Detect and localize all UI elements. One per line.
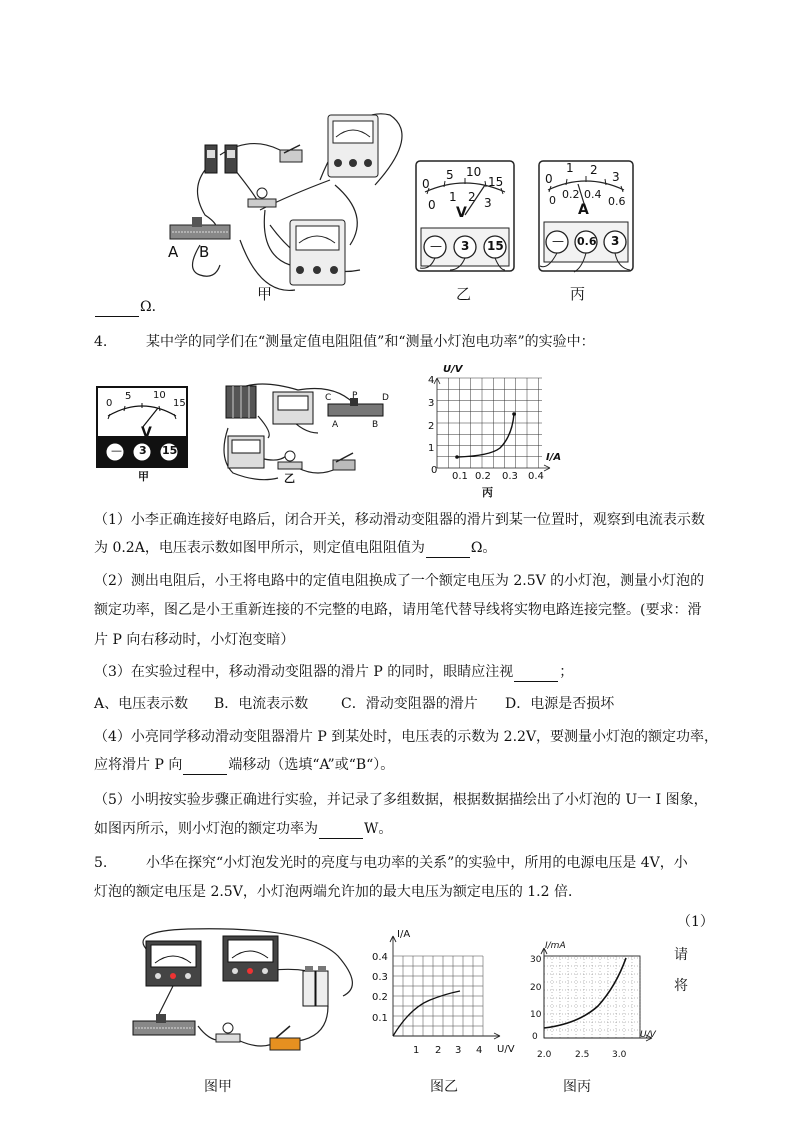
q4-p3-end: ； [559,664,574,680]
q5-graph-yi-ylabel: I/A [397,929,411,940]
q4-rheostat-c: C [325,393,332,403]
answer-blank[interactable] [183,760,227,775]
q5-graph-bing-xtick-25: 2.5 [575,1050,590,1060]
q3-figure-label-bing: 丙 [570,285,586,303]
answer-blank[interactable] [426,543,470,558]
meter-yi-bottom-0: 0 [428,198,436,212]
meter-yi-bottom-1: 1 [449,190,457,204]
meter-yi-unit: V [456,205,467,221]
q4-stem: 某中学的同学们在“测量定值电阻阻值”和“测量小灯泡电功率”的实验中： [146,334,595,350]
q4-p1-line-2 [94,538,714,558]
q4-graph-ylabel: U/V [443,364,463,375]
q4-p1-line-1: （1）小李正确连接好电路后，闭合开关，移动滑动变阻器的滑片到某一位置时，观察到电流表示数 [94,512,705,528]
meter-yi-top-0: 0 [422,177,430,191]
q3-label-a: A [168,243,179,261]
q3-label-b: B [199,243,210,261]
q5-graph-bing-xtick-30: 3.0 [612,1050,627,1060]
q4-graph-xlabel: I/A [546,452,562,463]
meter-bing-top-1: 1 [566,161,574,175]
q4-graph-origin: 0 [431,465,438,476]
meter-bing-top-0: 0 [545,172,553,186]
q4-fig-jia-label: 甲 [138,470,149,483]
q4-p4-end: 端移动（选填“A”或“B“）。 [228,757,395,773]
q4-option-c: C．滑动变阻器的滑片 [341,696,478,712]
q4-option-d: D．电源是否损坏 [505,696,615,712]
q4-meter-jia-scale-0: 0 [106,398,113,409]
q4-meter-jia-terminal-neg: — [111,444,122,457]
q4-p2-line-2: 额定功率，图乙是小王重新连接的不完整的电路，请用笔代替导线将实物电路连接完整。(要求：滑 [94,602,702,618]
q3-circuit-figure [160,95,420,305]
q4-graph-xtick-04: 0.4 [528,471,544,482]
q4-p4-line-2 [94,755,714,775]
meter-yi-top-3: 15 [488,175,504,189]
q5-graph-yi-xlabel: U/V [497,1044,515,1055]
meter-yi-terminal-3: 3 [461,239,470,253]
meter-yi-top-1: 5 [446,168,454,182]
q5-graph-yi-ytick-03: 0.3 [372,972,388,983]
q5-graph-yi [370,928,520,1058]
answer-blank[interactable] [319,824,363,839]
q4-option-b: B．电流表示数 [214,696,309,712]
q5-caption-bing: 图丙 [563,1079,591,1095]
q4-fig-bing-label: 丙 [482,486,493,499]
meter-bing-unit: A [578,202,589,218]
q4-rheostat-p: P [352,391,358,401]
q5-circuit-jia [128,926,364,1056]
q4-p1-text: 为 0.2A，电压表示数如图甲所示，则定值电阻阻值为 [94,540,425,556]
q4-rheostat-d: D [382,393,389,403]
meter-bing-bottom-2: 0.4 [584,188,602,201]
q4-p2-line-1: （2）测出电阻后，小王将电路中的定值电阻换成了一个额定电压为 2.5V 的小灯泡，测量小灯泡的 [94,573,705,589]
q5-graph-bing [528,944,658,1054]
q5-stem-line-1: 小华在探究“小灯泡发光时的亮度与电功率的关系”的实验中，所用的电源电压是 4V，小 [146,855,688,871]
meter-yi-terminal-15: 15 [487,239,504,253]
q5-graph-yi-xtick-3: 3 [455,1045,462,1056]
meter-bing-terminal-3: 3 [611,234,620,248]
q4-p5-line-1: （5）小明按实验步骤正确进行实验，并记录了多组数据，根据数据描绘出了小灯泡的 U一 I 图象， [94,792,708,808]
q4-graph-ytick-3: 3 [428,398,435,409]
q4-p5-unit: W。 [364,821,393,837]
meter-yi-bottom-2: 2 [468,190,476,204]
answer-blank[interactable] [95,302,139,317]
q3-figure-label-yi: 乙 [456,285,472,303]
q4-p3-line [94,662,714,682]
q5-graph-yi-xtick-2: 2 [435,1045,442,1056]
meter-bing-bottom-1: 0.2 [562,188,580,201]
q4-meter-jia-scale-15: 15 [173,398,186,409]
q4-graph-xtick-01: 0.1 [452,471,468,482]
q5-side-char-2: 将 [674,978,688,994]
meter-yi-top-2: 10 [466,165,482,179]
meter-yi-terminal-neg: — [430,239,442,253]
q4-circuit-yi [218,378,398,486]
q4-p4-line-1: （4）小亮同学移动滑动变阻器滑片 P 到某处时，电压表的示数为 2.2V，要测量小灯泡的额定功率， [94,729,719,745]
q4-graph-bing [420,368,570,480]
q4-graph-ytick-2: 2 [428,421,435,432]
q5-stem-line-2: 灯泡的额定电压是 2.5V，小灯泡两端允许加的最大电压为额定电压的 1.2 倍． [94,884,582,900]
q5-graph-yi-xtick-4: 4 [476,1045,483,1056]
q5-graph-bing-ytick-30: 30 [530,955,542,965]
q5-graph-bing-ytick-0: 0 [532,1032,538,1042]
q5-graph-bing-ytick-10: 10 [530,1010,542,1020]
q4-graph-xtick-03: 0.3 [502,471,518,482]
q4-graph-ytick-4: 4 [428,375,435,386]
q5-subq-number: （1） [677,914,714,930]
q4-number: 4. [94,334,108,350]
q5-graph-yi-ytick-04: 0.4 [372,952,388,963]
q4-option-a: A、电压表示数 [94,696,189,712]
q5-number: 5. [94,855,108,871]
meter-bing-bottom-0: 0 [549,194,556,207]
meter-bing-terminal-neg: — [552,234,564,248]
q5-graph-yi-ytick-01: 0.1 [372,1013,388,1024]
q5-graph-yi-ytick-02: 0.2 [372,992,388,1003]
q4-meter-jia-scale-5: 5 [125,391,132,402]
q5-graph-yi-xtick-1: 1 [413,1045,420,1056]
q5-side-char-1: 请 [674,947,688,963]
q4-p5-text: 如图丙所示，则小灯泡的额定功率为 [94,821,318,837]
q4-meter-jia-scale-10: 10 [153,390,166,401]
meter-bing-terminal-06: 0.6 [577,235,597,248]
q5-graph-bing-ylabel: I/mA [545,941,566,951]
q4-p4-text: 应将滑片 P 向 [94,757,183,773]
q5-graph-bing-xlabel: U/V [640,1030,656,1040]
answer-blank[interactable] [514,667,558,682]
q4-fig-yi-label: 乙 [284,472,295,485]
q4-graph-xtick-02: 0.2 [475,471,491,482]
q5-graph-bing-ytick-20: 20 [530,983,542,993]
q4-p3-text: （3）在实验过程中，移动滑动变阻器的滑片 P 的同时，眼睛应注视 [94,664,514,680]
meter-bing-top-2: 2 [590,163,598,177]
q4-meter-jia-terminal-15: 15 [162,444,178,457]
q4-meter-jia-unit: V [141,425,152,441]
q3-answer-line [94,297,714,317]
q4-rheostat-a: A [332,420,339,430]
meter-yi-bottom-3: 3 [484,196,492,210]
q4-meter-jia-terminal-3: 3 [139,444,147,457]
q5-graph-bing-xtick-20: 2.0 [537,1050,552,1060]
q4-rheostat-b: B [372,420,379,430]
meter-bing-top-3: 3 [612,170,620,184]
q3-figure-label-jia: 甲 [257,285,273,303]
q4-graph-ytick-1: 1 [428,443,435,454]
q3-unit: Ω． [140,299,166,315]
q4-p1-unit: Ω。 [470,540,497,556]
meter-bing-bottom-3: 0.6 [608,195,626,208]
q4-p5-line-2 [94,819,714,839]
q5-caption-jia: 图甲 [204,1079,232,1095]
q4-p2-line-3: 片 P 向右移动时，小灯泡变暗） [94,632,295,648]
q5-caption-yi: 图乙 [430,1079,458,1095]
